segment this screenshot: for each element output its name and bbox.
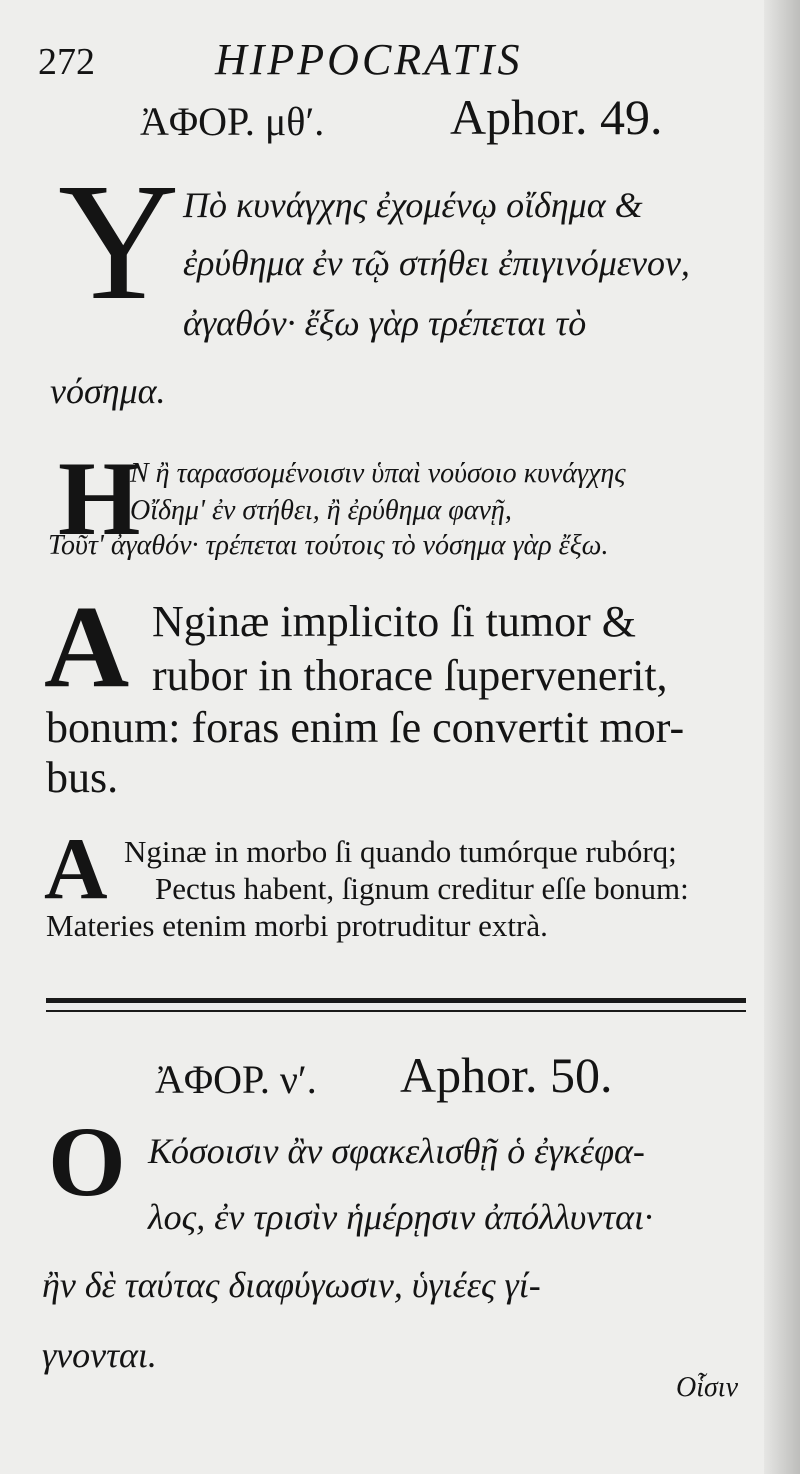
latin-prose-line-2: rubor in thorace ſupervenerit,	[152, 651, 668, 700]
latin-prose-line-3: bonum: foras enim ſe convertit mor-	[46, 703, 685, 752]
drop-cap-a-latin-prose: A	[44, 581, 130, 712]
drop-cap-upsilon: Υ	[58, 149, 180, 335]
greek-prose-50-line-3: ἢν δὲ ταύτας διαφύγωσιν, ὑγιέες γί-	[42, 1265, 541, 1305]
greek-prose-50-line-4: γνονται.	[42, 1335, 157, 1375]
latin-verse-line-3: Materies etenim morbi protruditur extrà.	[46, 908, 548, 943]
greek-verse-line-3: Τοῦτ' ἀγαθόν· τρέπεται τούτοις τὸ νόσημα γὰρ ἔξω.	[48, 530, 609, 561]
drop-cap-eta: H	[58, 440, 141, 557]
greek-prose-50-line-1: Κόσοισιν ἂν σφακελισθῇ ὁ ἐγκέφα-	[148, 1131, 645, 1171]
latin-prose-line-4: bus.	[46, 753, 119, 802]
section-divider-thin	[46, 1010, 746, 1012]
aphorism-49-greek-heading: ἈΦΟΡ. μθʹ.	[140, 99, 325, 144]
page-gutter-shadow	[764, 0, 800, 1474]
latin-verse-line-1: Nginæ in morbo ſi quando tumórque rubórq;	[124, 834, 677, 869]
greek-prose-line-3: ἀγαθόν· ἔξω γὰρ τρέπεται τὸ	[183, 303, 587, 343]
greek-prose-line-4: νόσημα.	[50, 371, 166, 411]
greek-prose-line-2: ἐρύθημα ἐν τῷ στήθει ἐπιγινόμενον,	[183, 243, 690, 283]
aphorism-50-greek-heading: ἈΦΟΡ. νʹ.	[155, 1057, 317, 1102]
catchword: Οἷσιν	[676, 1372, 739, 1403]
greek-verse-line-2: Οἴδημ' ἐν στήθει, ἢ ἐρύθημα φανῇ,	[130, 495, 512, 526]
section-divider-thick	[46, 998, 746, 1003]
drop-cap-omicron: O	[48, 1106, 126, 1217]
greek-prose-50-line-2: λος, ἐν τρισὶν ἡμέρῃσιν ἀπόλλυνται·	[148, 1197, 654, 1237]
aphorism-50-latin-heading: Aphor. 50.	[400, 1047, 613, 1103]
greek-verse-line-1: Ν ἢ ταρασσομένοισιν ὑπαὶ νούσοιο κυνάγχης	[130, 458, 626, 489]
latin-prose-line-1: Nginæ implicito ſi tumor &	[152, 597, 636, 646]
latin-verse-line-2: Pectus habent, ſignum creditur eſſe bonum:	[155, 871, 689, 906]
running-head: HIPPOCRATIS	[215, 35, 523, 84]
page-number: 272	[38, 41, 95, 83]
aphorism-49-latin-heading: Aphor. 49.	[450, 89, 663, 145]
drop-cap-a-latin-verse: A	[44, 821, 108, 918]
greek-prose-line-1: Πὸ κυνάγχης ἐχομένῳ οἴδημα &	[183, 185, 643, 225]
